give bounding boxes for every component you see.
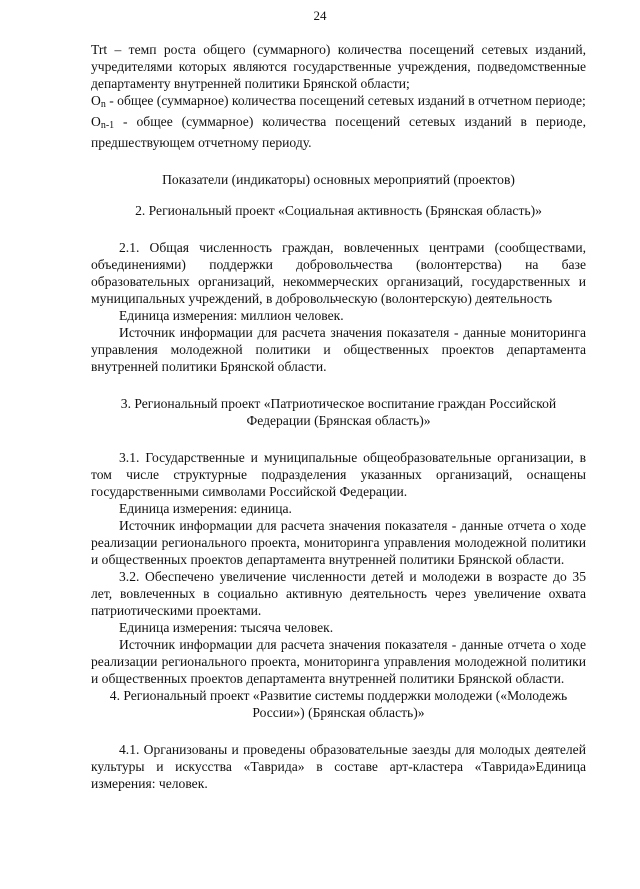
section3-heading: 3. Региональный проект «Патриотическое воспитание граждан Российской Федерации (Брянская область)»: [120, 396, 557, 428]
formula-on-definition: [91, 92, 586, 113]
formula-on1-symbol: O: [91, 114, 101, 129]
unit-3-1: Единица измерения: единица.: [119, 501, 292, 516]
item-3-1: 3.1. Государственные и муниципальные общеобразовательные организации, в том числе структурные подразделения указанных организаций, оснащены государственными символами Российской Федерации.: [91, 450, 586, 499]
formula-on-text: - общее (суммарное) количества посещений сетевых изданий в отчетном периоде;: [105, 93, 586, 108]
formula-on-subscript: n: [100, 99, 106, 110]
unit-3-2: Единица измерения: тысяча человек.: [119, 620, 334, 635]
source-3-2: Источник информации для расчета значения показателя - данные отчета о ходе реализации регионального проекта, мониторинга управления молодежной политики и общественных проектов департамента внутренней политики Брянской области.: [91, 637, 586, 686]
item-3-2: 3.2. Обеспечено увеличение численности детей и молодежи в возрасте до 35 лет, вовлеченных в социально активную деятельность через увеличение охвата патриотическими проектами.: [91, 569, 586, 618]
formula-on1-text: - общее (суммарное) количества посещений сетевых изданий в периоде, предшествующем отчетному периоду.: [91, 114, 586, 150]
unit-2-1: Единица измерения: миллион человек.: [119, 308, 344, 323]
source-2-1: Источник информации для расчета значения показателя - данные мониторинга управления молодежной политики и общественных проектов департамента внутренней политики Брянской области.: [91, 325, 586, 374]
page-content: [91, 41, 586, 792]
formula-trt-definition: Trt – темп роста общего (суммарного) количества посещений сетевых изданий, учредителями которых являются государственные учреждения, подведомственные департаменту внутренней политики Брянской области;: [91, 42, 586, 91]
indicators-heading: Показатели (индикаторы) основных мероприятий (проектов): [162, 172, 515, 187]
page-number: 24: [313, 8, 327, 23]
formula-on1-subscript: n-1: [100, 120, 115, 131]
section2-heading: 2. Региональный проект «Социальная активность (Брянская область)»: [135, 203, 542, 218]
section4-heading: 4. Региональный проект «Развитие системы поддержки молодежи («Молодежь России») (Брянская область)»: [109, 688, 568, 720]
item-2-1: 2.1. Общая численность граждан, вовлеченных центрами (сообществами, объединениями) поддержки добровольчества (волонтерства) на базе образовательных организаций, некоммерческих организаций, государственных и муниципальных учреждений, в добровольческую (волонтерскую) деятельность: [91, 240, 586, 306]
source-3-1: Источник информации для расчета значения показателя - данные отчета о ходе реализации регионального проекта, мониторинга управления молодежной политики и общественных проектов департамента внутренней политики Брянской области.: [91, 518, 586, 567]
formula-on-symbol: O: [91, 93, 101, 108]
item-4-1: 4.1. Организованы и проведены образовательные заезды для молодых деятелей культуры и искусства «Таврида» в составе арт-кластера «Таврида»Единица измерения: человек.: [91, 742, 586, 791]
formula-on1-definition: [91, 113, 586, 151]
